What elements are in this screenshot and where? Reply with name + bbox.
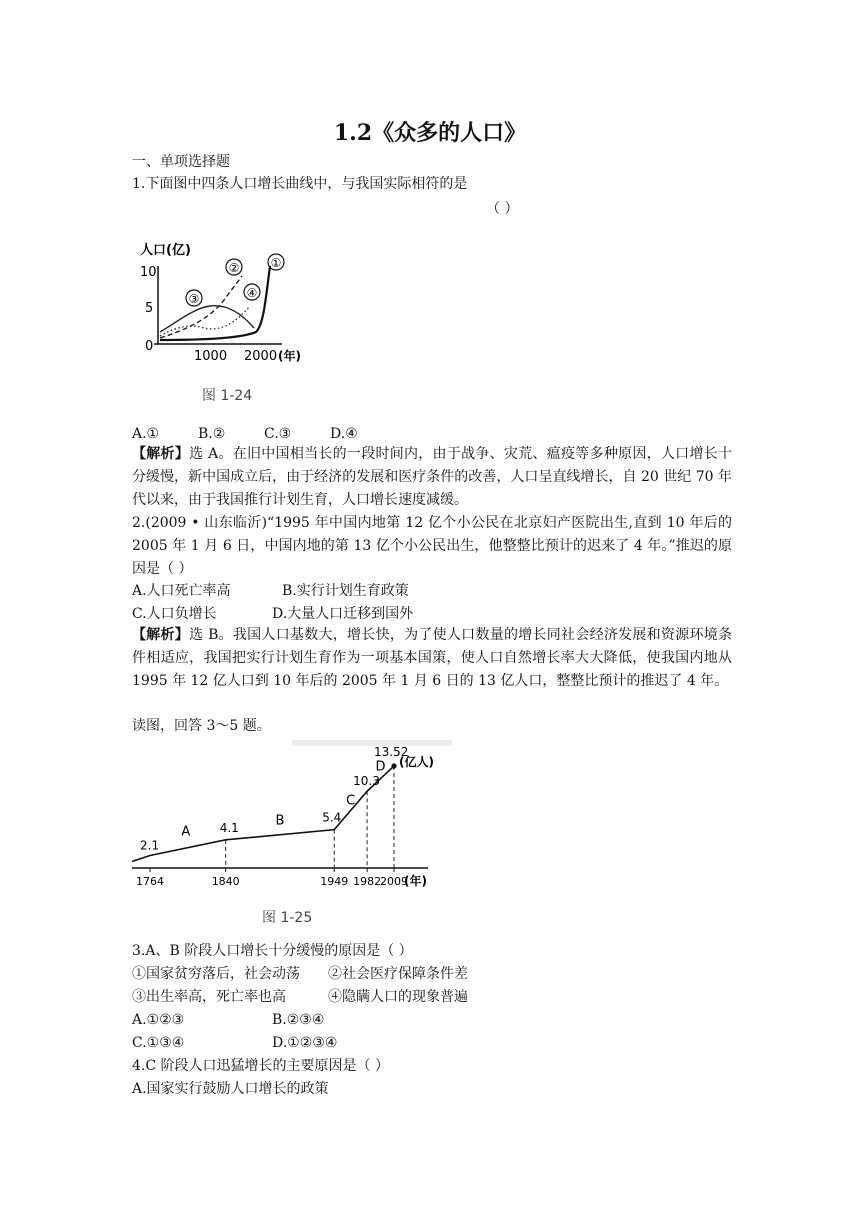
fig2-xtick-label: 1949 — [320, 875, 349, 888]
fig2-unit-label: (亿人) — [399, 755, 434, 769]
fig1-label-1: ① — [270, 256, 282, 270]
fig1-ytick-5: 5 — [145, 301, 154, 316]
q3-option-c[interactable]: C.①③④ — [132, 1035, 185, 1051]
section-heading: 一、单项选择题 — [132, 154, 230, 170]
q2-option-a[interactable]: A.人口死亡率高 — [132, 583, 231, 599]
q3-option-a[interactable]: A.①②③ — [132, 1012, 185, 1028]
q2-analysis-tag: 【解析】 — [132, 627, 190, 643]
q2-analysis — [132, 624, 732, 693]
fig2-stage-label: C — [346, 793, 356, 809]
fig1-ylabel: 人口(亿) — [140, 243, 191, 258]
q3-option-b[interactable]: B.②③④ — [272, 1012, 325, 1028]
q4-option-a[interactable]: A.国家实行鼓励人口增长的政策 — [132, 1081, 329, 1097]
fig2-value-label: 10.3 — [353, 774, 380, 789]
fig1-ytick-0: 0 — [145, 339, 154, 354]
fig2-value-label: 5.4 — [322, 810, 342, 825]
q1-option-b[interactable]: B.② — [198, 426, 226, 442]
q2-option-c[interactable]: C.人口负增长 — [132, 606, 217, 622]
q3-option-d[interactable]: D.①②③④ — [272, 1035, 338, 1051]
fig2-value-label: 2.1 — [140, 838, 160, 853]
fig1-ytick-10: 10 — [140, 265, 157, 280]
fig2-stage-label: A — [181, 824, 191, 840]
figure-1-24 — [132, 236, 332, 412]
q2-analysis-text: 选 B。我国人口基数大，增长快，为了使人口数量的增长同社会经济发展和资源环境条件相适应，我国把实行计划生育作为一项基本国策，使人口自然增长率大大降低，使我国内地从 1995 年 12 亿人口到 10 年后的 2005 年 1 月 6 日的 13 亿人口，整整比预计的推迟了 4 年。 — [132, 627, 732, 689]
q3-items-row2 — [132, 987, 468, 1007]
q2-stem: 2.(2009 • 山东临沂)“1995 年中国内地第 12 亿个小公民在北京妇产医院出生,直到 10 年后的 2005 年 1 月 6 日，中国内地的第 13 亿个小公民出生，他整整比预计的迟来了 4 年。”推迟的原因是（ ） — [132, 515, 732, 577]
fig1-curve-2 — [160, 276, 242, 338]
fig2-caption: 图 1-25 — [262, 910, 313, 926]
q2-option-d[interactable]: D.大量人口迁移到国外 — [272, 606, 414, 622]
fig1-xunit: (年) — [278, 349, 301, 363]
fig2-value-label: 4.1 — [219, 820, 239, 835]
fig1-label-3: ③ — [188, 292, 200, 306]
fig2-scan-shade — [292, 740, 452, 746]
q3-options-row1 — [132, 1010, 324, 1030]
page-title: 1.2《众多的人口》 — [333, 120, 527, 146]
q3-item-3: ③出生率高，死亡率也高 — [132, 989, 286, 1005]
q2-option-b[interactable]: B.实行计划生育政策 — [282, 583, 409, 599]
q1-analysis-text: 选 A。在旧中国相当长的一段时间内，由于战争、灾荒、瘟疫等多种原因，人口增长十分缓慢，新中国成立后，由于经济的发展和医疗条件的改善，人口呈直线增长，自 20 世纪 70 年代以来，由于我国推行计划生育，人口增长速度减缓。 — [132, 446, 733, 508]
fig1-xtick-1000: 1000 — [194, 349, 228, 364]
fig2-xtick-label: 1840 — [211, 875, 240, 888]
q1-option-a[interactable]: A.① — [132, 426, 160, 442]
q2-options-row2 — [132, 604, 413, 624]
fig2-xtick-label: 2009 — [380, 875, 408, 888]
fig1-label-2: ② — [228, 261, 240, 275]
q3-items-row1 — [132, 964, 468, 984]
fig2-xtick-label: 1764 — [136, 875, 164, 888]
fig2-stage-label: D — [375, 759, 386, 775]
q3-item-4: ④隐瞒人口的现象普遍 — [328, 989, 468, 1005]
q1-analysis — [132, 443, 732, 512]
q1-answer-paren: （ ） — [486, 201, 519, 217]
q4-stem: 4.C 阶段人口迅猛增长的主要原因是（ ） — [132, 1058, 389, 1074]
q1-option-c[interactable]: C.③ — [264, 426, 292, 442]
figure-1-25 — [132, 740, 452, 935]
fig1-label-4: ④ — [246, 286, 258, 300]
q3-item-1: ①国家贫穷落后，社会动荡 — [132, 966, 300, 982]
fig1-curve-4 — [160, 306, 250, 336]
q1-option-d[interactable]: D.④ — [330, 426, 358, 442]
fig1-caption: 图 1-24 — [202, 388, 253, 404]
q2-options-row1 — [132, 581, 409, 601]
q1-stem: 1.下面图中四条人口增长曲线中，与我国实际相符的是 — [132, 176, 468, 192]
fig1-xtick-2000: 2000 — [244, 349, 278, 364]
fig2-xtick-label: 1982 — [353, 875, 382, 888]
q1-analysis-tag: 【解析】 — [132, 446, 190, 462]
q3-options-row2 — [132, 1033, 337, 1053]
fig2-point — [391, 763, 396, 768]
fig2-xunit: (年) — [404, 874, 427, 888]
q3-item-2: ②社会医疗保障条件差 — [328, 966, 468, 982]
fig2-value-label: 13.52 — [374, 745, 409, 759]
q3-stem: 3.A、B 阶段人口增长十分缓慢的原因是（ ） — [132, 943, 413, 959]
read-prompt: 读图，回答 3～5 题。 — [132, 718, 271, 734]
q1-options — [132, 424, 358, 444]
fig2-stage-label: B — [275, 813, 285, 829]
